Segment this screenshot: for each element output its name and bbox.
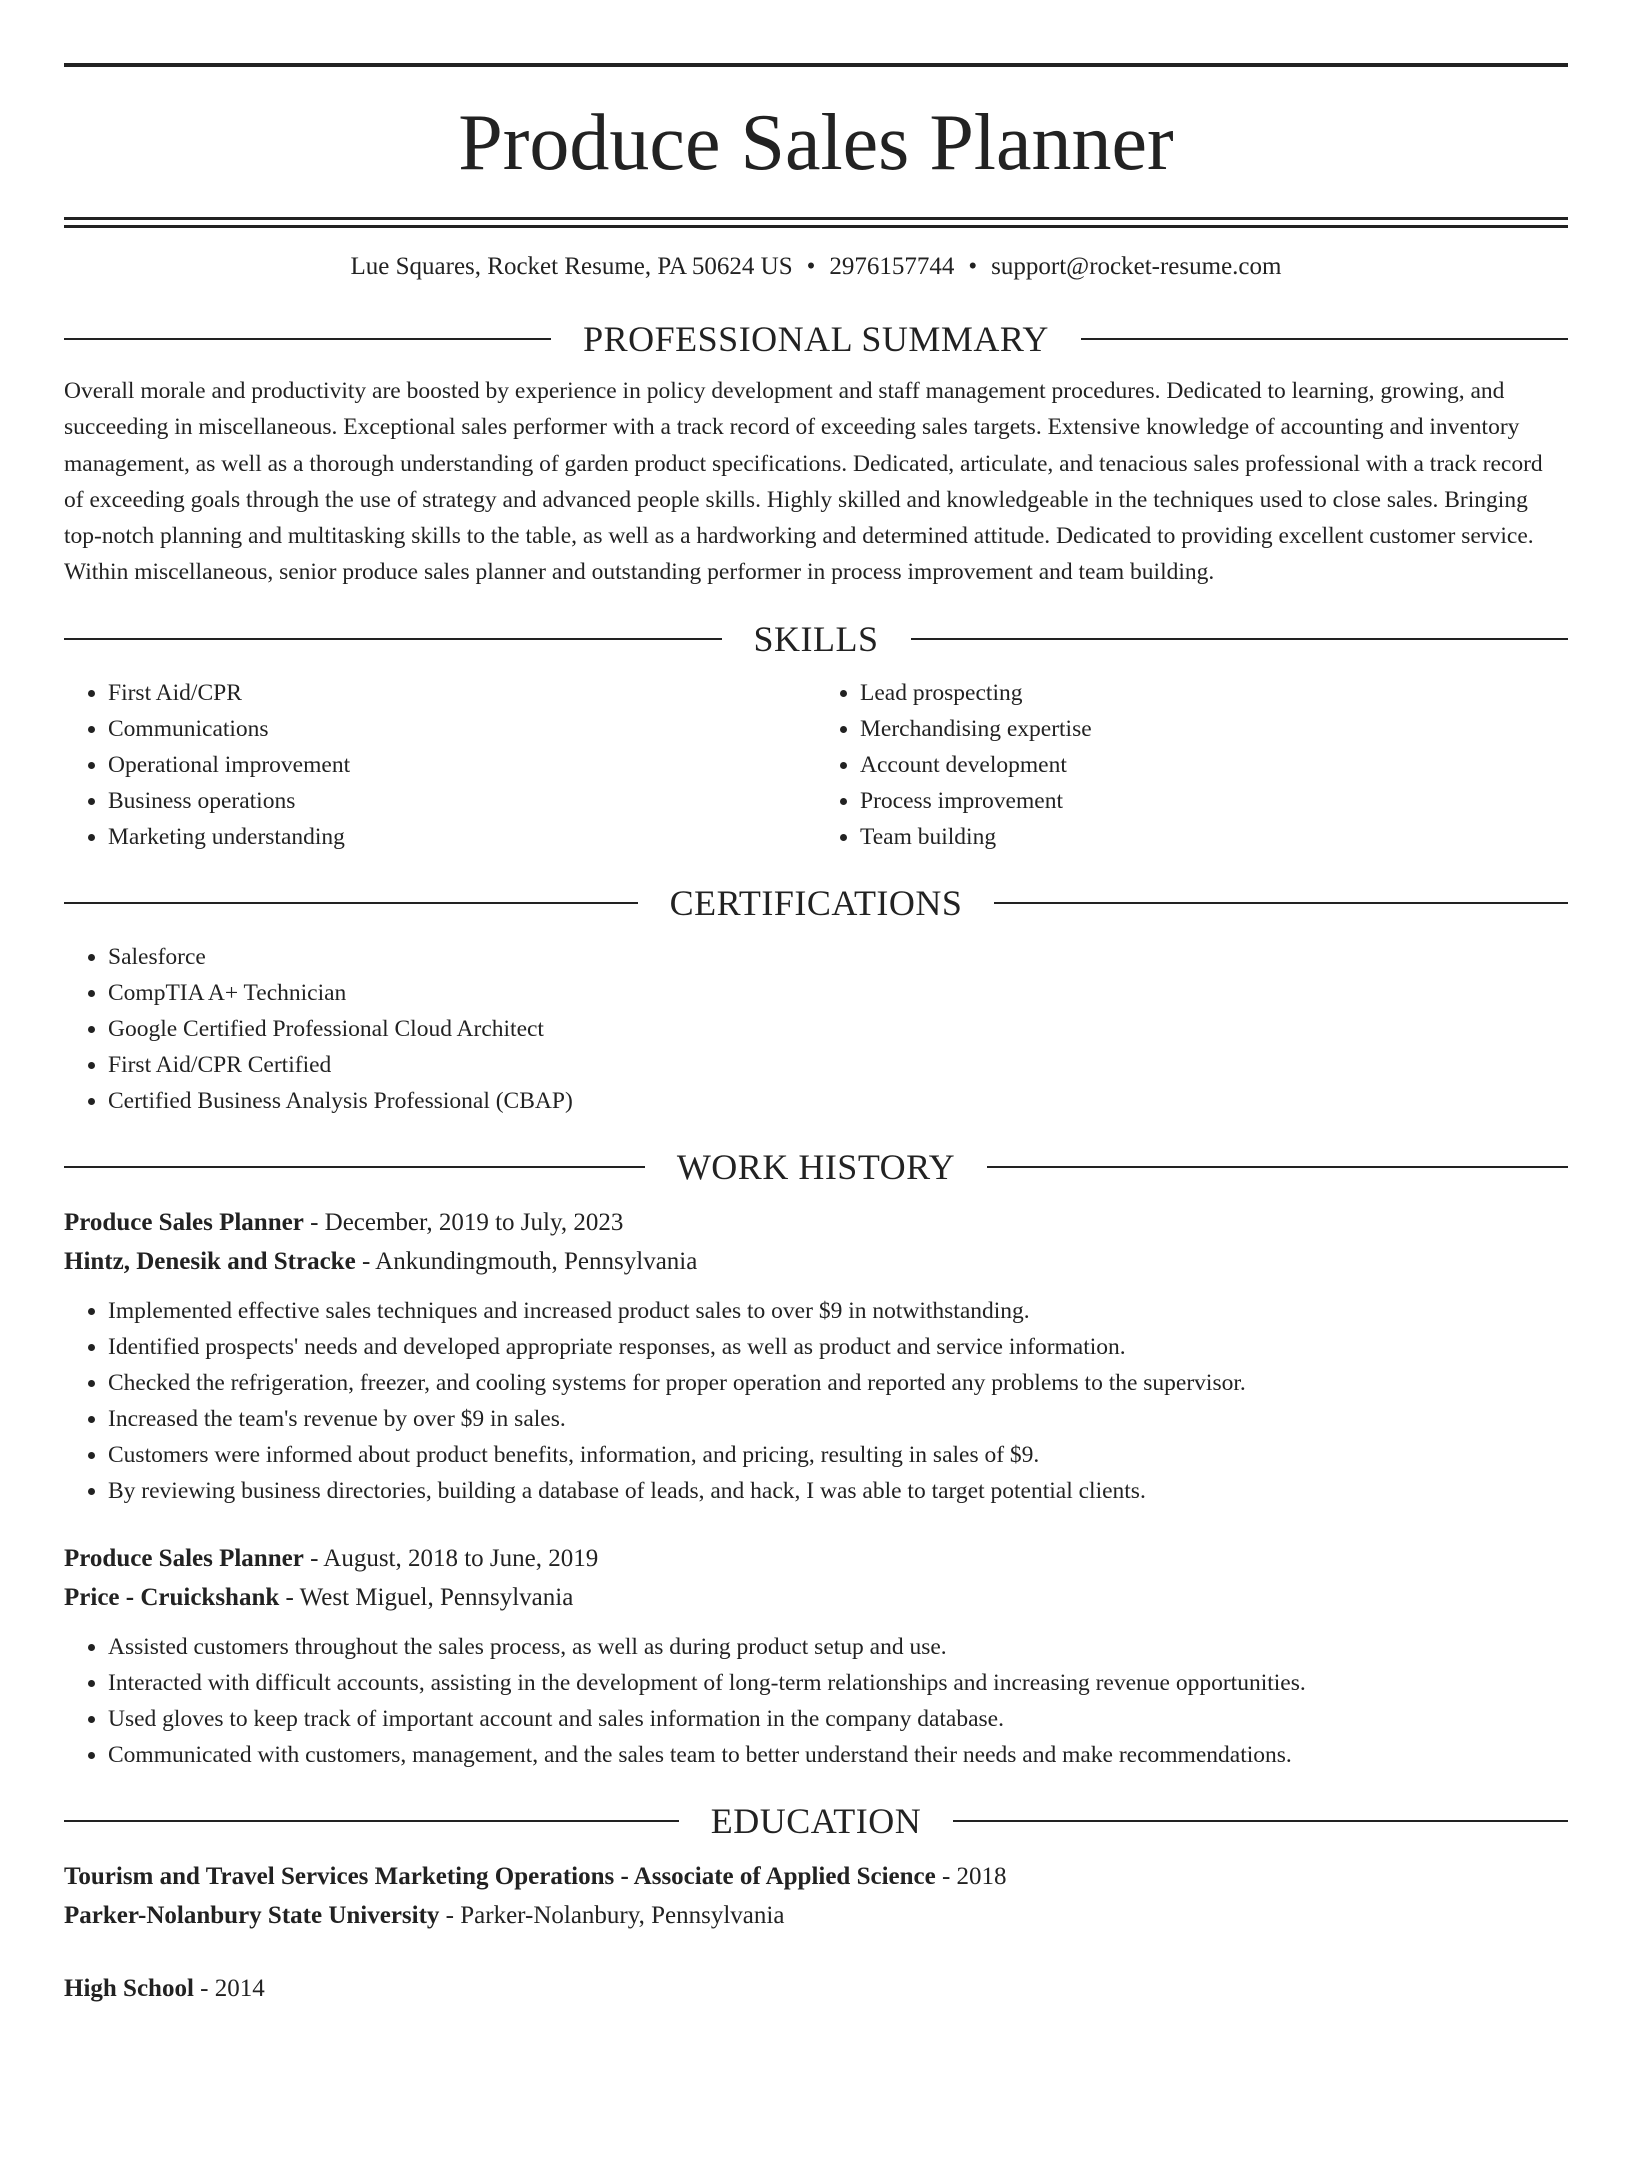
heading-rule	[64, 902, 638, 904]
job-entry	[64, 1539, 1568, 1773]
contact-line	[64, 251, 1568, 283]
job-title: Produce Sales Planner	[64, 1208, 304, 1236]
certification-item: • CompTIA A+ Technician	[108, 975, 1568, 1011]
job-bullet: • Identified prospects' needs and developed appropriate responses, as well as product and service information.	[108, 1329, 1568, 1365]
education-school-line	[64, 1896, 1568, 1935]
header-top-rule	[64, 63, 1568, 67]
section-heading-work	[64, 1145, 1568, 1189]
job-entry	[64, 1203, 1568, 1509]
job-bullet: • Customers were informed about product benefits, information, and pricing, resulting in sales of $9.	[108, 1437, 1568, 1473]
job-bullet: • Interacted with difficult accounts, assisting in the development of long-term relationships and increasing revenue opportunities.	[108, 1665, 1568, 1701]
section-heading-education	[64, 1799, 1568, 1843]
skill-item: • Communications	[108, 711, 816, 747]
section-heading-summary	[64, 317, 1568, 361]
heading-rule	[953, 1820, 1568, 1822]
education-degree: High School	[64, 1974, 194, 2002]
skill-item: • Team building	[860, 819, 1568, 855]
job-bullet: • By reviewing business directories, building a database of leads, and hack, I was able to target potential clients.	[108, 1473, 1568, 1509]
job-location: - Ankundingmouth, Pennsylvania	[355, 1247, 698, 1275]
skills-columns	[64, 675, 1568, 855]
job-title-line	[64, 1203, 1568, 1242]
heading-rule	[64, 338, 551, 340]
job-company: Price - Cruickshank	[64, 1583, 280, 1611]
job-location: - West Miguel, Pennsylvania	[279, 1583, 574, 1611]
section-title: EDUCATION	[710, 1800, 922, 1841]
contact-address: Lue Squares, Rocket Resume, PA 50624 US	[350, 253, 793, 280]
skill-item: • Marketing understanding	[108, 819, 816, 855]
education-entry	[64, 1969, 1568, 2008]
heading-rule	[64, 1166, 645, 1168]
skill-item: • Process improvement	[860, 783, 1568, 819]
skill-item: • Merchandising expertise	[860, 711, 1568, 747]
heading-rule	[994, 902, 1568, 904]
job-bullet: • Assisted customers throughout the sales process, as well as during product setup and use.	[108, 1629, 1568, 1665]
section-heading-skills	[64, 617, 1568, 661]
section-title: PROFESSIONAL SUMMARY	[583, 319, 1049, 359]
job-bullet: • Checked the refrigeration, freezer, and cooling systems for proper operation and reported any problems to the supervisor.	[108, 1365, 1568, 1401]
certification-item: • Certified Business Analysis Professional (CBAP)	[108, 1083, 1568, 1119]
job-dates: - August, 2018 to June, 2019	[303, 1544, 599, 1572]
job-company: Hintz, Denesik and Stracke	[64, 1247, 356, 1275]
resume-name: Produce Sales Planner	[458, 99, 1174, 187]
education-location: - Parker-Nolanbury, Pennsylvania	[439, 1901, 785, 1929]
contact-separator: •	[806, 253, 816, 280]
job-bullets	[64, 1293, 1568, 1509]
certifications-list	[64, 939, 1568, 1119]
job-title-line	[64, 1539, 1568, 1578]
section-heading-certifications	[64, 881, 1568, 925]
heading-rule	[1081, 338, 1568, 340]
section-title: CERTIFICATIONS	[669, 882, 963, 923]
job-bullet: • Communicated with customers, management, and the sales team to better understand their needs and make recommendations.	[108, 1737, 1568, 1773]
job-dates: - December, 2019 to July, 2023	[303, 1208, 624, 1236]
skill-item: • Lead prospecting	[860, 675, 1568, 711]
section-title: WORK HISTORY	[676, 1146, 956, 1187]
education-school: Parker-Nolanbury State University	[64, 1901, 440, 1929]
job-bullet: • Implemented effective sales techniques and increased product sales to over $9 in notwithstanding.	[108, 1293, 1568, 1329]
skills-list-right	[816, 675, 1568, 855]
skill-item: • First Aid/CPR	[108, 675, 816, 711]
job-bullet: • Increased the team's revenue by over $9 in sales.	[108, 1401, 1568, 1437]
contact-email: support@rocket-resume.com	[991, 253, 1282, 280]
contact-phone: 2976157744	[829, 253, 955, 280]
contact-separator: •	[968, 253, 978, 280]
certification-item: • Google Certified Professional Cloud Architect	[108, 1011, 1568, 1047]
summary-paragraph: Overall morale and productivity are boosted by experience in policy development and staff management procedures. Dedicated to learning, growing, and succeeding in miscellaneous. Exceptional sales performer with a track record of exceeding sales targets. Extensive knowledge of accounting and inventory management, as well as a thorough understanding of garden product specifications. Dedicated, articulate, and tenacious sales professional with a track record of exceeding goals through the use of strategy and advanced people skills. Highly skilled and knowledgeable in the techniques used to close sales. Bringing top-notch planning and multitasking skills to the table, as well as a hardworking and determined attitude. Dedicated to providing excellent customer service. Within miscellaneous, senior produce sales planner and outstanding performer in process improvement and team building.	[64, 378, 1543, 586]
education-year: - 2018	[935, 1862, 1007, 1890]
education-degree: Tourism and Travel Services Marketing Operations - Associate of Applied Science	[64, 1862, 936, 1890]
heading-rule	[64, 1820, 679, 1822]
education-degree-line	[64, 1857, 1568, 1896]
skill-item: • Business operations	[108, 783, 816, 819]
job-company-line	[64, 1578, 1568, 1617]
heading-rule	[64, 638, 722, 640]
section-title: SKILLS	[753, 618, 879, 659]
job-bullet: • Used gloves to keep track of important account and sales information in the company database.	[108, 1701, 1568, 1737]
certification-item: • First Aid/CPR Certified	[108, 1047, 1568, 1083]
skill-item: • Operational improvement	[108, 747, 816, 783]
skill-item: • Account development	[860, 747, 1568, 783]
job-title: Produce Sales Planner	[64, 1544, 304, 1572]
job-company-line	[64, 1242, 1568, 1281]
resume-page	[0, 63, 1632, 2175]
skills-list-left	[64, 675, 816, 855]
education-entry	[64, 1857, 1568, 1935]
certification-item: • Salesforce	[108, 939, 1568, 975]
heading-rule	[911, 638, 1569, 640]
education-degree-line	[64, 1969, 1568, 2008]
job-bullets	[64, 1629, 1568, 1773]
header-double-rule	[64, 217, 1568, 228]
heading-rule	[987, 1166, 1568, 1168]
education-year: - 2014	[193, 1974, 265, 2002]
